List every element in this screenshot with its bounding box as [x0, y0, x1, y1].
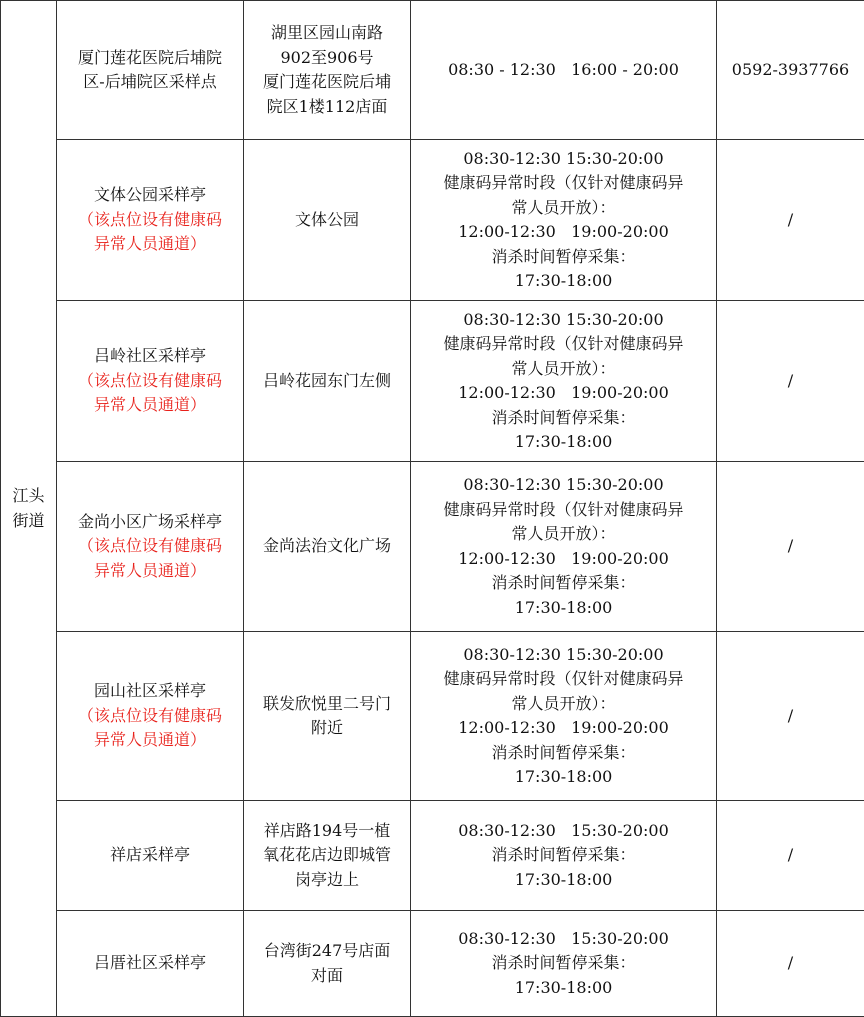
site-note-line: （该点位设有健康码 — [59, 208, 241, 233]
hours-line: 健康码异常时段（仅针对健康码异 — [413, 498, 714, 523]
hours-line: 12:00-12:30 19:00-20:00 — [413, 547, 714, 572]
site-note-line: 异常人员通道） — [59, 232, 241, 257]
site-name-cell — [57, 1, 244, 140]
hours-line: 08:30-12:30 15:30-20:00 — [413, 147, 714, 172]
address-cell — [244, 632, 411, 801]
site-name-line: 祥店采样亭 — [59, 843, 241, 868]
site-note-line: （该点位设有健康码 — [59, 704, 241, 729]
district-label: 街道 — [3, 509, 54, 534]
hours-line: 常人员开放）： — [413, 522, 714, 547]
hours-line: 常人员开放）： — [413, 196, 714, 221]
hours-line: 消杀时间暂停采集： — [413, 843, 714, 868]
hours-line: 常人员开放）： — [413, 692, 714, 717]
address-cell — [244, 140, 411, 301]
site-name-cell — [57, 801, 244, 911]
site-name-line: 吕厝社区采样亭 — [59, 951, 241, 976]
hours-line: 08:30-12:30 15:30-20:00 — [413, 927, 714, 952]
hours-cell — [411, 462, 717, 632]
table-row — [1, 1, 864, 140]
site-name-line: 金尚小区广场采样亭 — [59, 510, 241, 535]
site-name-line: 吕岭社区采样亭 — [59, 344, 241, 369]
address-line: 湖里区园山南路 — [246, 21, 408, 46]
hours-cell — [411, 140, 717, 301]
phone-value: / — [719, 951, 862, 976]
table-row — [1, 462, 864, 632]
table-row — [1, 140, 864, 301]
site-note-line: 异常人员通道） — [59, 393, 241, 418]
phone-value: 0592-3937766 — [719, 58, 862, 83]
address-cell — [244, 911, 411, 1017]
address-line: 902至906号 — [246, 46, 408, 71]
hours-line: 健康码异常时段（仅针对健康码异 — [413, 667, 714, 692]
address-line: 金尚法治文化广场 — [246, 534, 408, 559]
hours-line: 08:30-12:30 15:30-20:00 — [413, 819, 714, 844]
address-line: 联发欣悦里二号门 — [246, 692, 408, 717]
phone-cell — [717, 632, 864, 801]
hours-line: 消杀时间暂停采集： — [413, 571, 714, 596]
table-row — [1, 301, 864, 462]
hours-line: 17:30-18:00 — [413, 430, 714, 455]
table-body — [1, 1, 864, 1017]
phone-cell — [717, 911, 864, 1017]
address-line: 附近 — [246, 716, 408, 741]
hours-line: 08:30 - 12:30 16:00 - 20:00 — [413, 58, 714, 83]
hours-cell — [411, 801, 717, 911]
address-line: 岗亭边上 — [246, 868, 408, 893]
hours-line: 08:30-12:30 15:30-20:00 — [413, 308, 714, 333]
hours-line: 消杀时间暂停采集： — [413, 406, 714, 431]
hours-cell — [411, 911, 717, 1017]
hours-line: 健康码异常时段（仅针对健康码异 — [413, 171, 714, 196]
hours-cell — [411, 632, 717, 801]
hours-line: 08:30-12:30 15:30-20:00 — [413, 643, 714, 668]
hours-line: 消杀时间暂停采集： — [413, 951, 714, 976]
hours-line: 12:00-12:30 19:00-20:00 — [413, 381, 714, 406]
phone-value: / — [719, 534, 862, 559]
site-note-line: 异常人员通道） — [59, 728, 241, 753]
table-row — [1, 911, 864, 1017]
phone-value: / — [719, 369, 862, 394]
site-name-cell — [57, 462, 244, 632]
hours-line: 常人员开放）： — [413, 357, 714, 382]
phone-cell — [717, 140, 864, 301]
hours-line: 12:00-12:30 19:00-20:00 — [413, 220, 714, 245]
address-line: 文体公园 — [246, 208, 408, 233]
phone-cell — [717, 301, 864, 462]
site-name-cell — [57, 140, 244, 301]
address-line: 厦门莲花医院后埔 — [246, 70, 408, 95]
address-cell — [244, 801, 411, 911]
hours-line: 健康码异常时段（仅针对健康码异 — [413, 332, 714, 357]
hours-line: 消杀时间暂停采集： — [413, 741, 714, 766]
table-row — [1, 632, 864, 801]
hours-cell — [411, 1, 717, 140]
hours-line: 08:30-12:30 15:30-20:00 — [413, 473, 714, 498]
hours-line: 消杀时间暂停采集： — [413, 245, 714, 270]
address-line: 吕岭花园东门左侧 — [246, 369, 408, 394]
site-name-line: 园山社区采样亭 — [59, 679, 241, 704]
hours-cell — [411, 301, 717, 462]
phone-cell — [717, 1, 864, 140]
phone-value: / — [719, 208, 862, 233]
phone-cell — [717, 801, 864, 911]
site-name-line: 厦门莲花医院后埔院 — [59, 46, 241, 71]
site-note-line: （该点位设有健康码 — [59, 369, 241, 394]
site-note-line: （该点位设有健康码 — [59, 534, 241, 559]
phone-value: / — [719, 843, 862, 868]
address-line: 祥店路194号一植 — [246, 819, 408, 844]
district-cell — [1, 1, 57, 1017]
address-line: 院区1楼112店面 — [246, 95, 408, 120]
site-name-line: 文体公园采样亭 — [59, 183, 241, 208]
hours-line: 17:30-18:00 — [413, 596, 714, 621]
district-label: 江头 — [3, 484, 54, 509]
address-cell — [244, 462, 411, 632]
hours-line: 17:30-18:00 — [413, 765, 714, 790]
address-cell — [244, 1, 411, 140]
site-name-cell — [57, 301, 244, 462]
site-note-line: 异常人员通道） — [59, 559, 241, 584]
table-row — [1, 801, 864, 911]
site-name-line: 区-后埔院区采样点 — [59, 70, 241, 95]
address-cell — [244, 301, 411, 462]
hours-line: 17:30-18:00 — [413, 269, 714, 294]
phone-cell — [717, 462, 864, 632]
phone-value: / — [719, 704, 862, 729]
hours-line: 17:30-18:00 — [413, 976, 714, 1001]
site-name-cell — [57, 632, 244, 801]
hours-line: 17:30-18:00 — [413, 868, 714, 893]
address-line: 对面 — [246, 964, 408, 989]
address-line: 氧花花店边即城管 — [246, 843, 408, 868]
address-line: 台湾街247号店面 — [246, 939, 408, 964]
site-name-cell — [57, 911, 244, 1017]
hours-line: 12:00-12:30 19:00-20:00 — [413, 716, 714, 741]
